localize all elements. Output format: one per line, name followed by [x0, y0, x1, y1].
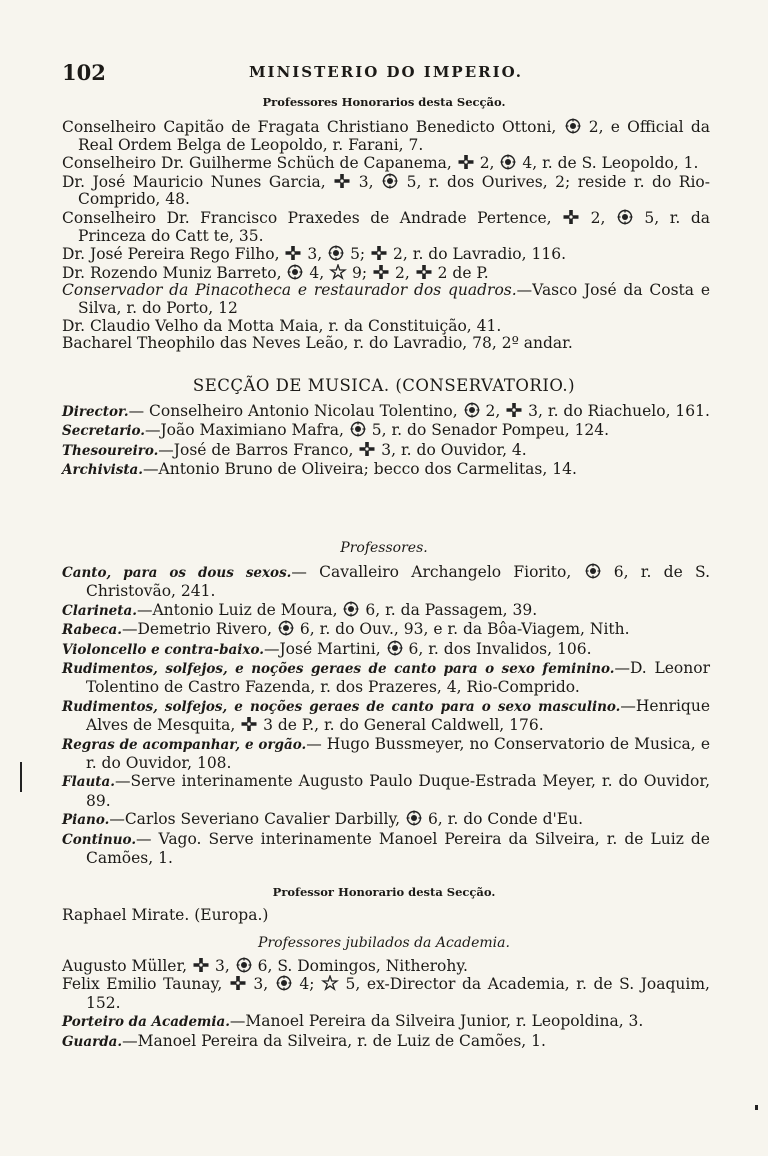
entry-text: —Henrique Alves de Mesquita,: [86, 696, 710, 735]
entry-text: —D. Leonor Tolentino de Castro Fazenda, r. dos Prazeres, 4, Rio-Comprido.: [86, 659, 710, 697]
rose-order-icon: [342, 601, 360, 617]
entry-text: — Conselheiro Antonio Nicolau Tolentino,: [128, 402, 463, 420]
order-cross-icon: [415, 264, 433, 280]
entry-text: 3, r. do Ouvidor, 4.: [376, 440, 527, 459]
entry-text: 4, r. de S. Leopoldo, 1.: [517, 154, 699, 173]
list-entry: [62, 830, 710, 868]
entry-label: Clarineta.: [62, 602, 137, 619]
list-entry: [62, 264, 710, 283]
order-cross-icon: [372, 264, 390, 280]
list-entry: [62, 460, 710, 479]
entry-label: Flauta.: [62, 774, 115, 791]
entry-text: 5, r. do Senador Pompeu, 124.: [366, 421, 610, 440]
entry-label: Guarda.: [62, 1033, 123, 1050]
rose-order-icon: [564, 118, 582, 134]
list-entry: [62, 906, 710, 924]
entry-text: Augusto Müller,: [62, 957, 193, 975]
entry-text: Dr. Rozendo Muniz Barreto,: [62, 263, 287, 282]
entry-text: 9;: [347, 263, 373, 282]
rose-order-icon: [405, 810, 423, 826]
entry-label: Secretario.: [62, 423, 145, 440]
rose-order-icon: [286, 264, 304, 280]
list-entry: [62, 659, 710, 697]
entry-label: Porteiro da Academia.: [62, 1014, 230, 1031]
list-entry: [62, 1032, 710, 1051]
order-cross-icon: [370, 245, 388, 261]
list-entry: [62, 975, 710, 1012]
entry-text: 3,: [210, 957, 235, 975]
list-entry: [62, 118, 710, 154]
page-number: 102: [62, 60, 106, 85]
order-cross-icon: [457, 154, 475, 170]
star-order-icon: [329, 264, 347, 280]
order-cross-icon: [229, 975, 247, 991]
entry-text: 4;: [292, 975, 321, 994]
entry-text: —Manoel Pereira da Silveira, r. de Luiz de Camões, 1.: [122, 1031, 546, 1050]
corner-speck: [755, 1105, 758, 1110]
rose-order-icon: [277, 620, 295, 636]
list-entry: [62, 697, 710, 735]
entry-label: Thesoureiro.: [62, 442, 159, 459]
entry-text: Dr. José Pereira Rego Filho,: [62, 245, 285, 264]
entry-text: Raphael Mirate. (Europa.): [62, 906, 269, 924]
entry-text: — Cavalleiro Archangelo Fiorito,: [291, 563, 584, 581]
entry-text: 6, r. de S. Christovão, 241.: [86, 563, 710, 601]
entry-text: 5, r. dos Ourives, 2; reside r. do Rio-Comprido, 48.: [78, 172, 710, 209]
entry-label: Regras de acompanhar, e orgão.: [62, 736, 307, 753]
list-entry: [62, 282, 710, 317]
entry-text: —João Maximiano Mafra,: [144, 421, 349, 440]
entry-text: 6, r. da Passagem, 39.: [360, 600, 538, 619]
list-entry: [62, 957, 710, 975]
list-entry: [62, 318, 710, 336]
entry-text: Conselheiro Capitão de Fragata Christiano Benedicto Ottoni,: [62, 118, 564, 136]
list-entry: [62, 173, 710, 209]
entry-label: Rabeca.: [62, 622, 122, 639]
entry-text: 2 de P.: [432, 263, 489, 282]
entry-text: —José Martini,: [263, 639, 386, 658]
entry-text: Felix Emilio Taunay,: [62, 975, 229, 994]
order-cross-icon: [192, 957, 210, 973]
staff-list: [62, 402, 710, 480]
entry-label: Rudimentos, solfejos, e noções geraes de canto para o sexo masculino.: [62, 698, 621, 715]
entry-text: Bacharel Theophilo das Neves Leão, r. do Lavradio, 78, 2º andar.: [62, 334, 573, 353]
order-cross-icon: [284, 245, 302, 261]
entry-text: 3,: [351, 172, 382, 191]
entry-label: Rudimentos, solfejos, e noções geraes de canto para o sexo feminino.: [62, 661, 615, 678]
entry-text: —Demetrio Rivero,: [121, 620, 277, 639]
margin-mark: [20, 762, 22, 792]
heading-professores: Professores.: [340, 540, 428, 556]
list-entry: [62, 601, 710, 620]
entry-label: Violoncello e contra-baixo.: [62, 641, 264, 658]
entry-label: Archivista.: [62, 462, 144, 479]
entry-text: 2,: [480, 402, 506, 420]
section-title-music: SECÇÃO DE MUSICA. (CONSERVATORIO.): [192, 376, 576, 395]
entry-text: —Antonio Luiz de Moura,: [136, 600, 343, 619]
star-order-icon: [321, 975, 339, 991]
list-entry: [62, 640, 710, 659]
order-cross-icon: [358, 441, 376, 457]
entry-text: 3,: [246, 975, 275, 994]
list-entry: [62, 735, 710, 773]
entry-text: Conselheiro Dr. Francisco Praxedes de Andrade Pertence,: [62, 208, 563, 227]
entry-text: Dr. Claudio Velho da Motta Maia, r. da Constituição, 41.: [62, 316, 502, 335]
entry-label: Canto, para os dous sexos.: [62, 565, 292, 581]
professor-list: [62, 563, 710, 868]
rose-order-icon: [386, 640, 404, 656]
heading-jubilados: Professores jubilados da Academia.: [258, 935, 510, 951]
order-cross-icon: [505, 402, 523, 418]
entry-text: — Vago. Serve interinamente Manoel Pereira da Silveira, r. de Luiz de Camões, 1.: [86, 829, 710, 868]
entry-text: —José de Barros Franco,: [158, 440, 359, 459]
rose-order-icon: [616, 209, 634, 225]
list-entry: [62, 772, 710, 810]
running-title: MINISTERIO DO IMPERIO.: [248, 63, 524, 81]
list-entry: [62, 402, 710, 421]
heading-honorary: Professores Honorarios desta Secção.: [262, 95, 506, 109]
entry-text: —Manoel Pereira da Silveira Junior, r. Leopoldina, 3.: [229, 1012, 644, 1031]
entry-text: 6, r. do Conde d'Eu.: [423, 810, 584, 829]
entry-text: Dr. José Mauricio Nunes Garcia,: [62, 172, 334, 191]
page-header: [62, 60, 710, 84]
rose-order-icon: [381, 173, 399, 189]
rose-order-icon: [499, 154, 517, 170]
entry-text: 6, r. dos Invalidos, 106.: [403, 639, 592, 658]
order-cross-icon: [333, 173, 351, 189]
entry-text: Conselheiro Dr. Guilherme Schüch de Capanema,: [62, 154, 457, 173]
list-entry: [62, 620, 710, 639]
entry-text: —Antonio Bruno de Oliveira; becco dos Carmelitas, 14.: [143, 460, 577, 479]
entry-text: —Carlos Severiano Cavalier Darbilly,: [109, 810, 406, 829]
rose-order-icon: [463, 402, 481, 418]
list-entry: [62, 209, 710, 245]
entry-text: 2, e Official da Real Ordem Belga de Leopoldo, r. Farani, 7.: [78, 118, 710, 154]
list-entry: [62, 441, 710, 460]
list-entry: [62, 1012, 710, 1031]
rose-order-icon: [327, 245, 345, 261]
entry-text: 5, r. da Princeza do Catt te, 35.: [78, 208, 710, 245]
heading-honorario: Professor Honorario desta Secção.: [272, 885, 496, 899]
rose-order-icon: [584, 563, 602, 579]
list-entry: [62, 335, 710, 353]
list-entry: [62, 421, 710, 440]
list-entry: [62, 810, 710, 829]
list-entry: [62, 563, 710, 601]
entry-text: — Hugo Bussmeyer, no Conservatorio de Musica, e r. do Ouvidor, 108.: [86, 734, 710, 773]
order-cross-icon: [240, 716, 258, 732]
entry-text: 5, ex-Director da Academia, r. de S. Joaquim, 152.: [86, 975, 710, 1012]
entry-text: 2,: [474, 154, 500, 173]
entry-text: —Vasco José da Costa e Silva, r. do Porto, 12: [78, 281, 710, 317]
entry-text: —Serve interinamente Augusto Paulo Duque-Estrada Meyer, r. do Ouvidor, 89.: [86, 772, 710, 810]
entry-text: 4,: [304, 263, 330, 282]
rose-order-icon: [349, 421, 367, 437]
list-entry: [62, 245, 710, 264]
rose-order-icon: [275, 975, 293, 991]
jubilado-list: [62, 957, 710, 1051]
list-entry: [62, 154, 710, 173]
entry-label: Continuo.: [62, 831, 137, 848]
entry-text: 5;: [345, 245, 371, 264]
entry-text: 2,: [390, 263, 415, 282]
entry-text: 2,: [580, 208, 616, 227]
entry-text: 3, r. do Riachuelo, 161.: [523, 402, 710, 420]
entry-title: Conservador da Pinacotheca e restaurador dos quadros.: [62, 281, 517, 300]
entry-text: 3 de P., r. do General Caldwell, 176.: [258, 716, 544, 735]
order-cross-icon: [562, 209, 580, 225]
entry-text: 3,: [302, 245, 328, 264]
honorary-list: [62, 118, 710, 353]
entry-label: Director.: [62, 404, 129, 420]
honorario-list: [62, 906, 710, 924]
entry-label: Piano.: [62, 812, 110, 829]
rose-order-icon: [235, 957, 253, 973]
entry-text: 2, r. do Lavradio, 116.: [388, 245, 566, 264]
entry-text: 6, S. Domingos, Nitherohy.: [252, 957, 468, 975]
entry-text: 6, r. do Ouv., 93, e r. da Bôa-Viagem, Nith.: [294, 620, 630, 639]
